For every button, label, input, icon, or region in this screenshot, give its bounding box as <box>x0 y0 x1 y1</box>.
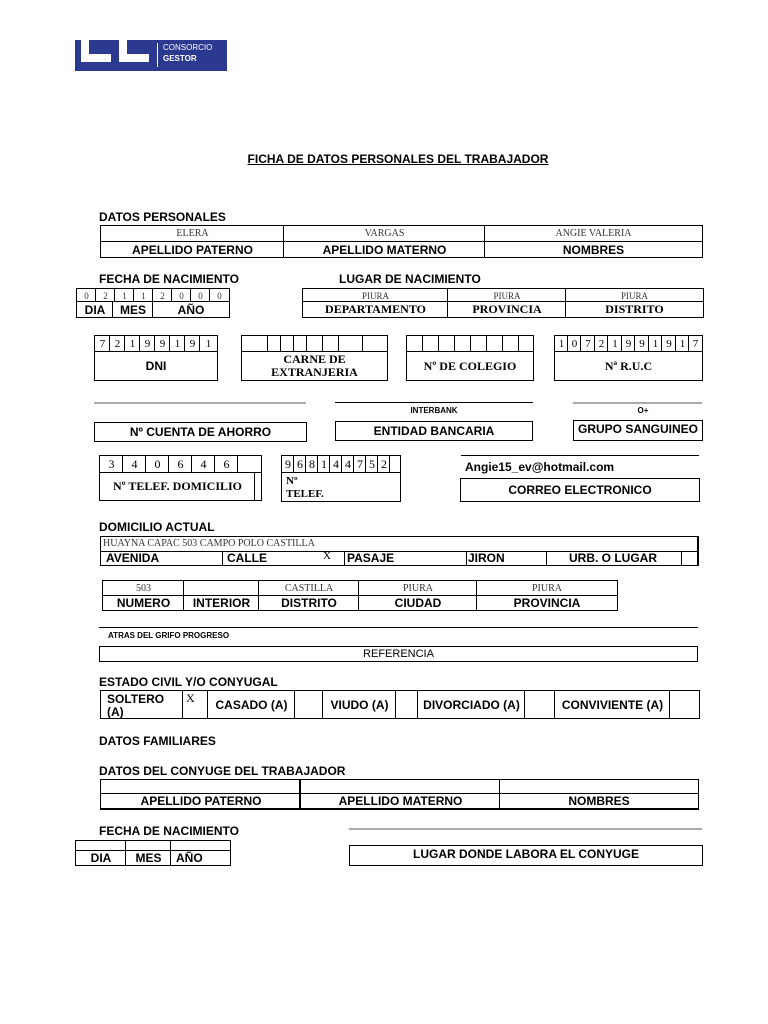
conviviente-option[interactable]: CONVIVIENTE (A) <box>561 697 664 712</box>
birth-digit[interactable]: 1 <box>122 290 127 301</box>
ciudad-value[interactable]: PIURA <box>402 583 433 594</box>
conyuge-fecha-table <box>75 840 231 866</box>
domicilio-detalle-table <box>102 580 618 611</box>
entidad-value[interactable]: INTERBANK <box>410 405 458 415</box>
interior-value[interactable] <box>184 581 259 596</box>
conyuge-anio-label: AÑO <box>176 851 203 865</box>
telef-domicilio-label: Nº TELEF. DOMICILIO <box>113 479 242 493</box>
birth-digit[interactable]: 0 <box>84 290 89 301</box>
grupo-sanguineo-label: GRUPO SANGUINEO <box>573 420 703 441</box>
section-conyuge: DATOS DEL CONYUGE DEL TRABAJADOR <box>99 764 346 778</box>
colegio-box <box>406 335 534 381</box>
logo-mark <box>81 40 151 62</box>
apellido-materno-label: APELLIDO MATERNO <box>322 242 447 257</box>
soltero-option[interactable]: SOLTERO (A) <box>107 692 165 719</box>
tipo-calle-mark: X <box>323 550 331 562</box>
referencia-line <box>99 627 698 628</box>
casado-option[interactable]: CASADO (A) <box>215 697 288 712</box>
birth-date-table <box>76 288 230 318</box>
conyuge-apellido-materno-label: APELLIDO MATERNO <box>338 794 463 808</box>
soltero-mark: X <box>186 691 195 705</box>
departamento-label: DEPARTAMENTO <box>325 302 426 316</box>
domicilio-table <box>100 536 699 566</box>
birth-digit[interactable]: 0 <box>198 290 203 301</box>
divorciado-option[interactable]: DIVORCIADO (A) <box>423 697 520 712</box>
dni-digit[interactable]: 1 <box>129 338 136 350</box>
numero-value[interactable]: 503 <box>136 583 151 594</box>
logo-line1: CONSORCIO <box>163 43 213 52</box>
labora-line <box>349 828 702 830</box>
distrito-dom-value[interactable]: CASTILLA <box>284 583 334 594</box>
entidad-line <box>335 402 533 403</box>
birth-digit[interactable]: 0 <box>217 290 222 301</box>
dni-digit[interactable]: 9 <box>159 338 166 350</box>
birthplace-table <box>302 288 704 318</box>
telef-dom-digit[interactable]: 6 <box>177 457 184 471</box>
nombres-label: NOMBRES <box>562 242 625 257</box>
ruc-digit[interactable]: 9 <box>666 338 672 350</box>
datos-personales-table <box>100 225 703 258</box>
provincia-dom-value[interactable]: PIURA <box>531 583 562 594</box>
conyuge-dia-label: DIA <box>90 851 112 865</box>
conyuge-nombres-label: NOMBRES <box>568 794 630 808</box>
direccion-value[interactable]: HUAYNA CAPAC 503 CAMPO POLO CASTILLA <box>103 538 315 549</box>
distrito-value[interactable]: PIURA <box>620 290 648 301</box>
section-lugar-nacimiento: LUGAR DE NACIMIENTO <box>339 272 481 286</box>
ruc-digit[interactable]: 0 <box>571 338 578 350</box>
departamento-value[interactable]: PIURA <box>361 290 389 301</box>
nombres-value[interactable]: ANGIE VALERIA <box>555 228 632 239</box>
email-line <box>461 455 699 456</box>
telef-digit[interactable]: 2 <box>381 457 387 471</box>
cuenta-line <box>94 402 306 404</box>
ciudad-label: CIUDAD <box>394 596 442 610</box>
telef-digit[interactable]: 7 <box>357 457 363 471</box>
referencia-label: REFERENCIA <box>99 646 698 662</box>
conyuge-apellido-paterno-label: APELLIDO PATERNO <box>140 794 262 808</box>
provincia-value[interactable]: PIURA <box>493 290 521 301</box>
telef-digit[interactable]: 4 <box>345 457 351 471</box>
telef-digit[interactable]: 1 <box>321 457 327 471</box>
cuenta-ahorro-label: Nº CUENTA DE AHORRO <box>94 422 307 442</box>
telef-label: Nº TELEF. <box>286 475 324 500</box>
colegio-label: Nº DE COLEGIO <box>423 358 517 373</box>
dni-digit[interactable]: 9 <box>144 338 151 350</box>
ruc-digit[interactable]: 9 <box>639 338 645 350</box>
apellido-paterno-label: APELLIDO PATERNO <box>132 242 253 257</box>
telef-digit[interactable]: 8 <box>309 457 315 471</box>
company-logo <box>75 40 227 71</box>
section-fecha-nacimiento: FECHA DE NACIMIENTO <box>99 272 240 286</box>
correo-electronico-label: CORREO ELECTRONICO <box>460 478 700 502</box>
dni-digit[interactable]: 1 <box>174 338 181 350</box>
dni-digit[interactable]: 2 <box>114 338 121 350</box>
birth-mes-label: MES <box>119 303 146 317</box>
apellido-paterno-value[interactable]: ELERA <box>176 228 209 239</box>
tipo-urb[interactable]: URB. O LUGAR <box>569 551 657 565</box>
provincia-dom-label: PROVINCIA <box>513 596 581 610</box>
birth-dia-label: DIA <box>84 303 106 317</box>
birth-digit[interactable]: 1 <box>141 290 146 301</box>
section-estado-civil: ESTADO CIVIL Y/O CONYUGAL <box>99 675 278 689</box>
ruc-label: Nª R.U.C <box>604 358 653 373</box>
conyuge-mes-label: MES <box>135 851 162 865</box>
telef-digit[interactable]: 6 <box>297 457 303 471</box>
ruc-digit[interactable]: 1 <box>558 338 565 350</box>
conyuge-table <box>100 779 699 810</box>
ruc-digit[interactable]: 9 <box>625 338 632 350</box>
dni-digit[interactable]: 7 <box>99 338 106 350</box>
logo-line2: GESTOR <box>163 54 197 63</box>
provincia-label: PROVINCIA <box>472 302 542 316</box>
telef-dom-digit[interactable]: 4 <box>200 457 207 471</box>
section-conyuge-fecha: FECHA DE NACIMIENTO <box>99 824 240 838</box>
birth-digit[interactable]: 2 <box>160 290 165 301</box>
ruc-digit[interactable]: 1 <box>612 338 618 350</box>
telef-dom-digit[interactable]: 4 <box>131 457 138 471</box>
ruc-digit[interactable]: 7 <box>585 338 591 350</box>
carne-box <box>241 335 388 381</box>
numero-label: NUMERO <box>116 596 171 610</box>
telef-dom-digit[interactable]: 0 <box>154 457 161 471</box>
apellido-materno-value[interactable]: VARGAS <box>364 228 405 239</box>
dni-digit[interactable]: 1 <box>205 338 212 350</box>
dni-digit[interactable]: 9 <box>189 338 196 350</box>
carne-label: CARNE DE EXTRANJERIA <box>271 352 358 379</box>
tipo-calle[interactable]: CALLE <box>227 551 267 565</box>
dni-label: DNI <box>145 359 167 373</box>
section-datos-familiares: DATOS FAMILIARES <box>99 734 216 748</box>
ruc-digit[interactable]: 7 <box>692 338 699 350</box>
telef-box <box>281 455 401 502</box>
section-datos-personales: DATOS PERSONALES <box>99 210 226 224</box>
telef-domicilio-box <box>99 455 262 501</box>
interior-label: INTERIOR <box>192 596 251 610</box>
birth-digit[interactable]: 0 <box>179 290 184 301</box>
logo-side-text: GROUP EB <box>222 42 227 64</box>
telef-dom-digit[interactable]: 6 <box>223 457 230 471</box>
ruc-digit[interactable]: 1 <box>652 338 659 350</box>
entidad-bancaria-label: ENTIDAD BANCARIA <box>335 421 533 441</box>
birth-anio-label: AÑO <box>177 303 205 317</box>
dni-box <box>94 335 218 381</box>
tipo-pasaje[interactable]: PASAJE <box>347 551 395 565</box>
referencia-value[interactable]: ATRAS DEL GRIFO PROGRESO <box>108 631 230 640</box>
ruc-box <box>554 335 703 381</box>
lugar-labora-label: LUGAR DONDE LABORA EL CONYUGE <box>349 845 703 866</box>
sangre-value[interactable]: O+ <box>637 405 649 415</box>
ruc-digit[interactable]: 2 <box>598 338 605 350</box>
ruc-digit[interactable]: 1 <box>679 338 686 350</box>
distrito-label: DISTRITO <box>605 302 664 316</box>
telef-dom-digit[interactable]: 3 <box>108 457 115 471</box>
email-value[interactable]: Angie15_ev@hotmail.com <box>465 460 615 474</box>
birth-digit[interactable]: 2 <box>103 290 108 301</box>
estado-civil-table <box>100 690 700 719</box>
viudo-option[interactable]: VIUDO (A) <box>330 697 389 712</box>
telef-digit[interactable]: 5 <box>369 457 375 471</box>
telef-digit[interactable]: 9 <box>285 457 291 471</box>
tipo-avenida[interactable]: AVENIDA <box>106 551 160 565</box>
section-domicilio: DOMICILIO ACTUAL <box>99 520 215 534</box>
form-title: FICHA DE DATOS PERSONALES DEL TRABAJADOR <box>247 152 549 166</box>
tipo-jiron[interactable]: JIRON <box>468 551 505 565</box>
distrito-dom-label: DISTRITO <box>281 596 337 610</box>
telef-digit[interactable]: 4 <box>333 457 339 471</box>
